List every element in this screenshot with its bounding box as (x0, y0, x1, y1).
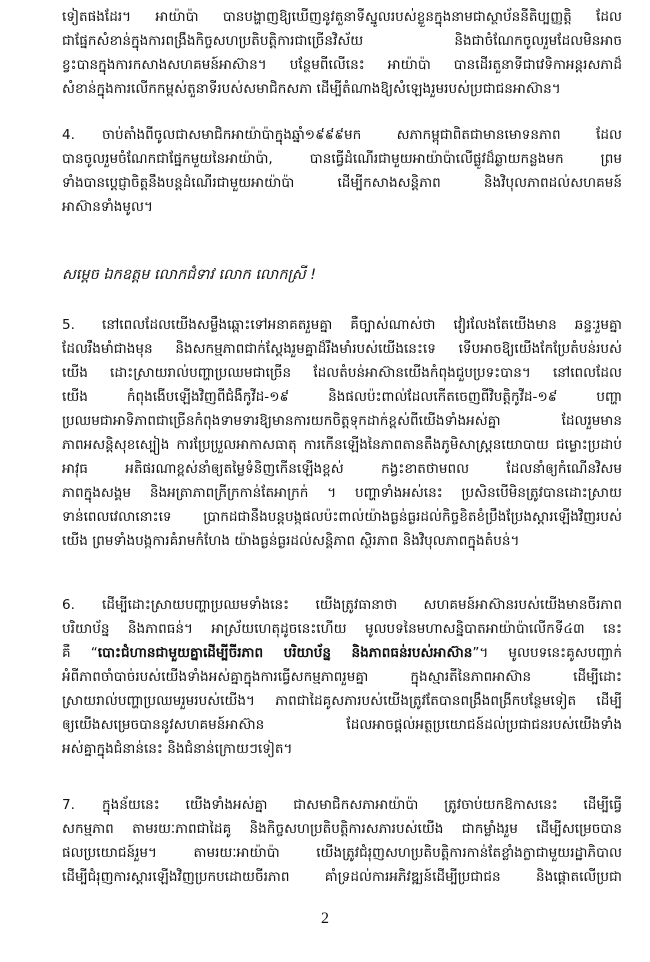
paragraph-line: ប្រឈមជាអាទិភាពជាច្រើនកំពុងទាមទារឱ្យមានការយកចិត្តទុកដាក់ខ្ពស់ពីយើងទាំងអស់គ្នា ដែលរួមមាន (62, 413, 622, 429)
paragraph-line: យើង ព្រមទាំងបង្កការគំរាមកំហែង យ៉ាងធ្ងន់ធ្ងរដល់សន្តិភាព ស្ថិរភាព និងវិបុលភាពក្នុងតំបន់។ (62, 533, 520, 549)
paragraph-line: ខ្វះបានក្នុងការកសាងសហគមន៍អាស៊ាន។ បន្ថែមពីលើនេះ អាយ៉ាប៉ា បានដើរតួនាទីជាវេទិកាអន្តរសភាដ៏ (62, 57, 622, 73)
paragraph-line: ស្រាយរាល់បញ្ហាប្រឈមរួមរបស់យើង។ ភាពជាដៃគូសភារបស់យើងត្រូវតែបានពង្រឹងពង្រីកបន្ថែមទៀត ដើម្បី (62, 693, 622, 709)
paragraph-line: យើង កំពុងងើបឡើងវិញពីជំងឺកូវីដ-១៩ និងផលប៉ះពាល់ដែលកើតចេញពីវិបត្តិកូវីដ-១៩ បញ្ហា (62, 389, 622, 405)
theme-title-bold: បោះជំហានជាមួយគ្នាដើម្បីចីរភាព បរិយាប័ន្ន និងភាពធន់របស់អាស៊ាន (97, 645, 473, 661)
paragraph-line: បានចូលរួមចំណែកជាផ្នែកមួយនៃអាយ៉ាប៉ា, បានធ្វើដំណើរជាមួយអាយ៉ាប៉ាលើផ្លូវដ៏ឆ្ងាយកន្លងមក ព្រម (62, 151, 622, 167)
intro-paragraph (62, 5, 622, 101)
paragraph-line (62, 641, 622, 665)
paragraph-line: អំពីភាពចាំបាច់របស់យើងទាំងអស់គ្នាក្នុងការធ្វើសកម្មភាពរួមគ្នា ក្នុងស្មារតីនៃភាពអាស៊ាន ដើម្បីដោះ (62, 669, 622, 685)
paragraph-line: ទាន់ពេលវេលានោះទេ ប្រាកដជានឹងបន្តបង្កផលប៉ះពាល់យ៉ាងធ្ងន់ធ្ងរដល់កិច្ចខិតខំប្រឹងប្រែងស្តារឡើងវិញរបស់ (62, 509, 622, 525)
paragraph-7 (62, 793, 622, 889)
paragraph-4 (62, 123, 622, 219)
paragraph-line: ជាផ្នែកសំខាន់ក្នុងការពង្រឹងកិច្ចសហប្រតិបត្តិការជាច្រើនវិស័យ និងជាចំណែកចូលរួមដែលមិនអាច (62, 33, 622, 49)
paragraph-number: 7. (62, 797, 75, 813)
paragraph-number: 6. (62, 597, 75, 613)
paragraph-line: ផលប្រយោជន៍រួម។ តាមរយៈអាយ៉ាប៉ា យើងត្រូវជំរុញសហប្រតិបត្តិការកាន់តែខ្លាំងក្លាជាមួយរដ្ឋាភិបាល (62, 845, 622, 861)
paragraph-line: ឲ្យយើងសម្រេចបាននូវសហគមន៍អាស៊ាន ដែលអាចផ្តល់អត្ថប្រយោជន៍ដល់ប្រជាជនរបស់យើងទាំង (62, 717, 622, 733)
page-number: 2 (321, 910, 329, 927)
paragraph-line: អស់គ្នាក្នុងជំនាន់នេះ និងជំនាន់ក្រោយៗទៀត។ (62, 741, 293, 757)
paragraph-line: ដើម្បីជំរុញការស្តារឡើងវិញប្រកបដោយចីរភាព គាំទ្រដល់ការអភិវឌ្ឍន៍ដើម្បីប្រជាជន និងផ្តោតលើប្រជា (62, 869, 622, 885)
paragraph-line: យើង ដោះស្រាយរាល់បញ្ហាប្រឈមជាច្រើន ដែលតំបន់អាស៊ានយើងកំពុងជួបប្រទះបាន។ នៅពេលដែល (62, 365, 622, 381)
salutation-heading: សម្តេច ឯកឧត្តម លោកជំទាវ លោក លោកស្រី ! (62, 267, 317, 283)
paragraph-line: សកម្មភាព តាមរយៈភាពជាដៃគូ និងកិច្ចសហប្រតិបត្តិការសភារបស់យើង ជាកម្លាំងរួម ដើម្បីសម្រេចបាន (62, 821, 622, 837)
paragraph-number: 5. (62, 317, 75, 333)
paragraph-line: នៅពេលដែលយើងសម្លឹងឆ្ពោះទៅអនាគតរួមគ្នា គឺច្បាស់ណាស់ថា វៀរលែងតែយើងមាន ឆន្ទៈរួមគ្នា (102, 317, 622, 333)
paragraph-line: ដើម្បីដោះស្រាយបញ្ហាប្រឈមទាំងនេះ យើងត្រូវធានាថា សហគមន៍អាស៊ានរបស់យើងមានចីរភាព (102, 597, 622, 613)
paragraph-number: 4. (62, 127, 75, 143)
paragraph-line: អាវុធ អតិផរណាខ្ពស់នាំឲ្យតម្លៃទំនិញកើនឡើងខ្ពស់ កង្វះខាតថាមពល ដែលនាំឲ្យកំណើនវិសម (62, 461, 622, 477)
paragraph-line: អាស៊ានទាំងមូល។ (62, 199, 153, 215)
quote-open: គឺ “ (62, 645, 98, 661)
paragraph-line: ដែលរឹងមាំជាងមុន និងសកម្មភាពជាក់ស្តែងរួមគ្នាដ៏រឹងមាំរបស់យើងនេះទេ ទើបអាចឱ្យយើងកែប្រែតំបន់របស់ (62, 341, 622, 357)
paragraph-line: បរិយាប័ន្ន និងភាពធន់។ អាស្រ័យហេតុដូចនេះហើយ មូលបទនៃមហាសន្និបាតអាយ៉ាប៉ាលើកទី៤៣ នេះ (62, 621, 622, 637)
quote-close: ”។ មូលបទនេះគូសបញ្ជាក់ (472, 645, 622, 661)
paragraph-6 (62, 593, 622, 761)
paragraph-line: ភាពអសន្តិសុខស្បៀង ការប្រែប្រួលអាកាសធាតុ ការកើនឡើងនៃភាពតានតឹងភូមិសាស្ត្រនយោបាយ ជម្លោះប្រដាប់ (62, 437, 622, 453)
paragraph-line: ភាពក្នុងសង្គម និងអត្រាភាពក្រីក្រកាន់តែអាក្រក់ ។ បញ្ហាទាំងអស់នេះ ប្រសិនបើមិនត្រូវបានដោះស្រាយ (62, 485, 622, 501)
paragraph-5 (62, 313, 622, 553)
paragraph-line: ទៀតផងដែរ។ អាយ៉ាប៉ា បានបង្ហាញឱ្យឃើញនូវតួនាទីស្នូលរបស់ខ្លួនក្នុងនាមជាស្ថាប័ននីតិប្បញ្ញត្តិ ដែល (62, 9, 622, 25)
paragraph-line: ទាំងបានប្តេជ្ញាចិត្តនឹងបន្តដំណើរជាមួយអាយ៉ាប៉ា ដើម្បីកសាងសន្តិភាព និងវិបុលភាពដល់សហគមន៍ (62, 175, 622, 191)
paragraph-line: សំខាន់ក្នុងការលើកកម្ពស់តួនាទីរបស់សមាជិកសភា ដើម្បីតំណាងឱ្យសំឡេងរួមរបស់ប្រជាជនអាស៊ាន។ (62, 81, 561, 97)
paragraph-line: ក្នុងន័យនេះ យើងទាំងអស់គ្នា ជាសមាជិកសភាអាយ៉ាប៉ា ត្រូវចាប់យកឱកាសនេះ ដើម្បីធ្វើ (102, 797, 622, 813)
paragraph-line: ចាប់តាំងពីចូលជាសមាជិកអាយ៉ាប៉ាក្នុងឆ្នាំ១៩៩៩មក សភាកម្ពុជាពិតជាមានមោទនភាព ដែល (102, 127, 622, 143)
